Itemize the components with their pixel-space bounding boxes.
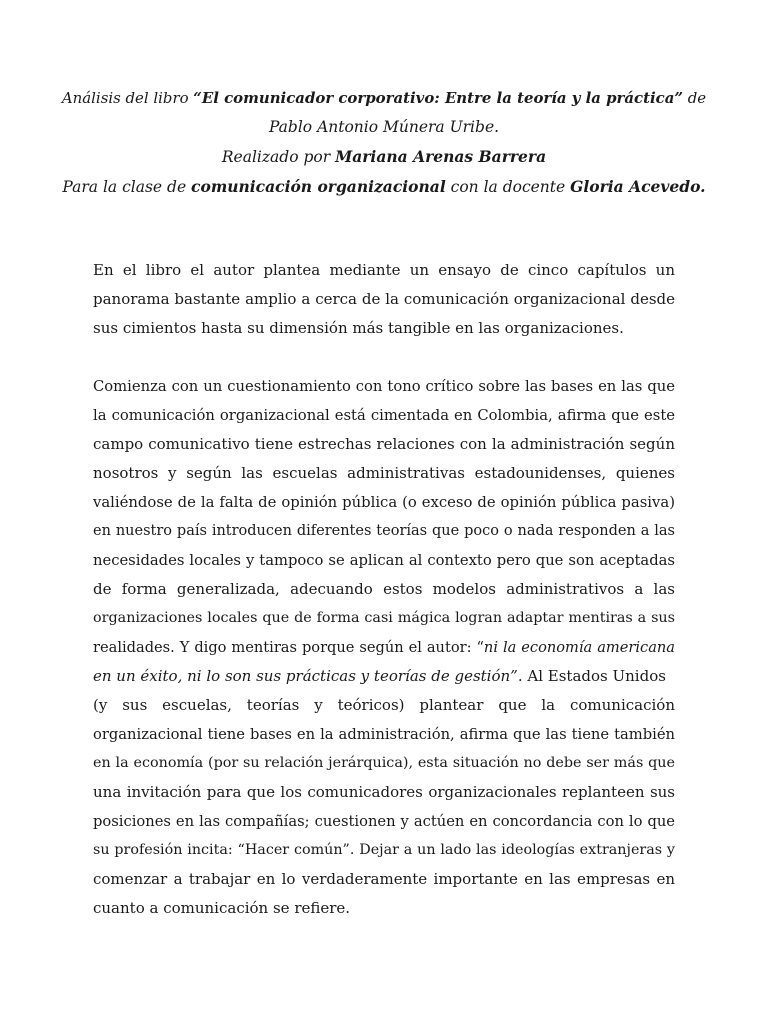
paragraph-line: campo comunicativo tiene estrechas relaciones con la administración según	[93, 435, 675, 453]
quote-text: ni la economía americana	[483, 639, 675, 656]
paragraph-1	[93, 256, 675, 343]
paragraph-line: una invitación para que los comunicadores organizacionales replanteen sus	[93, 783, 675, 801]
header-line-3	[60, 142, 708, 172]
paragraph-line: (y sus escuelas, teorías y teóricos) plantear que la comunicación	[93, 696, 675, 714]
paragraph-line: su profesión incita: “Hacer común”. Dejar a un lado las ideologías extranjeras y	[93, 842, 675, 858]
header-line-4	[60, 172, 708, 202]
header-line-1	[60, 84, 708, 113]
class-prefix: Para la clase de	[62, 178, 192, 196]
quote-line-1	[93, 633, 675, 662]
header-de: de	[682, 89, 707, 107]
paragraph-line: valiéndose de la falta de opinión pública (o exceso de opinión pública pasiva)	[93, 494, 675, 511]
paragraph-line: En el libro el autor plantea mediante un ensayo de cinco capítulos un	[93, 261, 675, 279]
quote-text: en un éxito, ni lo son sus prácticas y teorías de gestión”	[93, 667, 518, 685]
quote-follow: . Al Estados Unidos	[517, 667, 666, 685]
paragraph-line: en la economía (por su relación jerárquica), esta situación no debe ser más que	[93, 755, 675, 771]
paragraph-line: la comunicación organizacional está cimentada en Colombia, afirma que este	[93, 407, 675, 424]
paragraph-line: posiciones en las compañías; cuestionen y actúen en concordancia con lo que	[93, 813, 675, 830]
author-prefix: Realizado por	[221, 148, 336, 166]
document-header	[60, 84, 708, 202]
paragraph-line: Comienza con un cuestionamiento con tono crítico sobre las bases en las que	[93, 378, 675, 395]
header-intro: Análisis del libro	[61, 89, 194, 107]
paragraph-line: cuanto a comunicación se refiere.	[93, 899, 351, 917]
quote-line-2	[93, 662, 675, 691]
paragraph-line: sus cimientos hasta su dimensión más tangible en las organizaciones.	[93, 319, 624, 337]
student-name: Mariana Arenas Barrera	[335, 147, 547, 166]
paragraph-line: nosotros y según las escuelas administrativas estadounidenses, quienes	[93, 464, 675, 482]
paragraph-line: organizacional tiene bases en la administración, afirma que las tiene también	[93, 726, 675, 743]
paragraph-line: en nuestro país introducen diferentes teorías que poco o nada responden a las	[93, 523, 675, 539]
paragraph-line: organizaciones locales que de forma casi mágica logran adaptar mentiras a sus	[93, 610, 675, 626]
paragraph-line: de forma generalizada, adecuando estos modelos administrativos a las	[93, 580, 675, 598]
paragraph-line: panorama bastante amplio a cerca de la comunicación organizacional desde	[93, 290, 675, 308]
header-line-2: Pablo Antonio Múnera Uribe.	[268, 118, 500, 136]
quote-lead-in: realidades. Y digo mentiras porque según el autor: “	[93, 639, 484, 656]
subject-name: comunicación organizacional	[191, 177, 446, 196]
book-title: “El comunicador corporativo: Entre la teoría y la práctica”	[193, 89, 683, 107]
paragraph-line: comenzar a trabajar en lo verdaderamente importante en las empresas en	[93, 870, 675, 888]
paragraph-line: necesidades locales y tampoco se aplican al contexto pero que son aceptadas	[93, 552, 675, 569]
teacher-name: Gloria Acevedo.	[570, 177, 706, 196]
teacher-prefix: con la docente	[445, 178, 571, 196]
paragraph-2	[93, 372, 675, 923]
